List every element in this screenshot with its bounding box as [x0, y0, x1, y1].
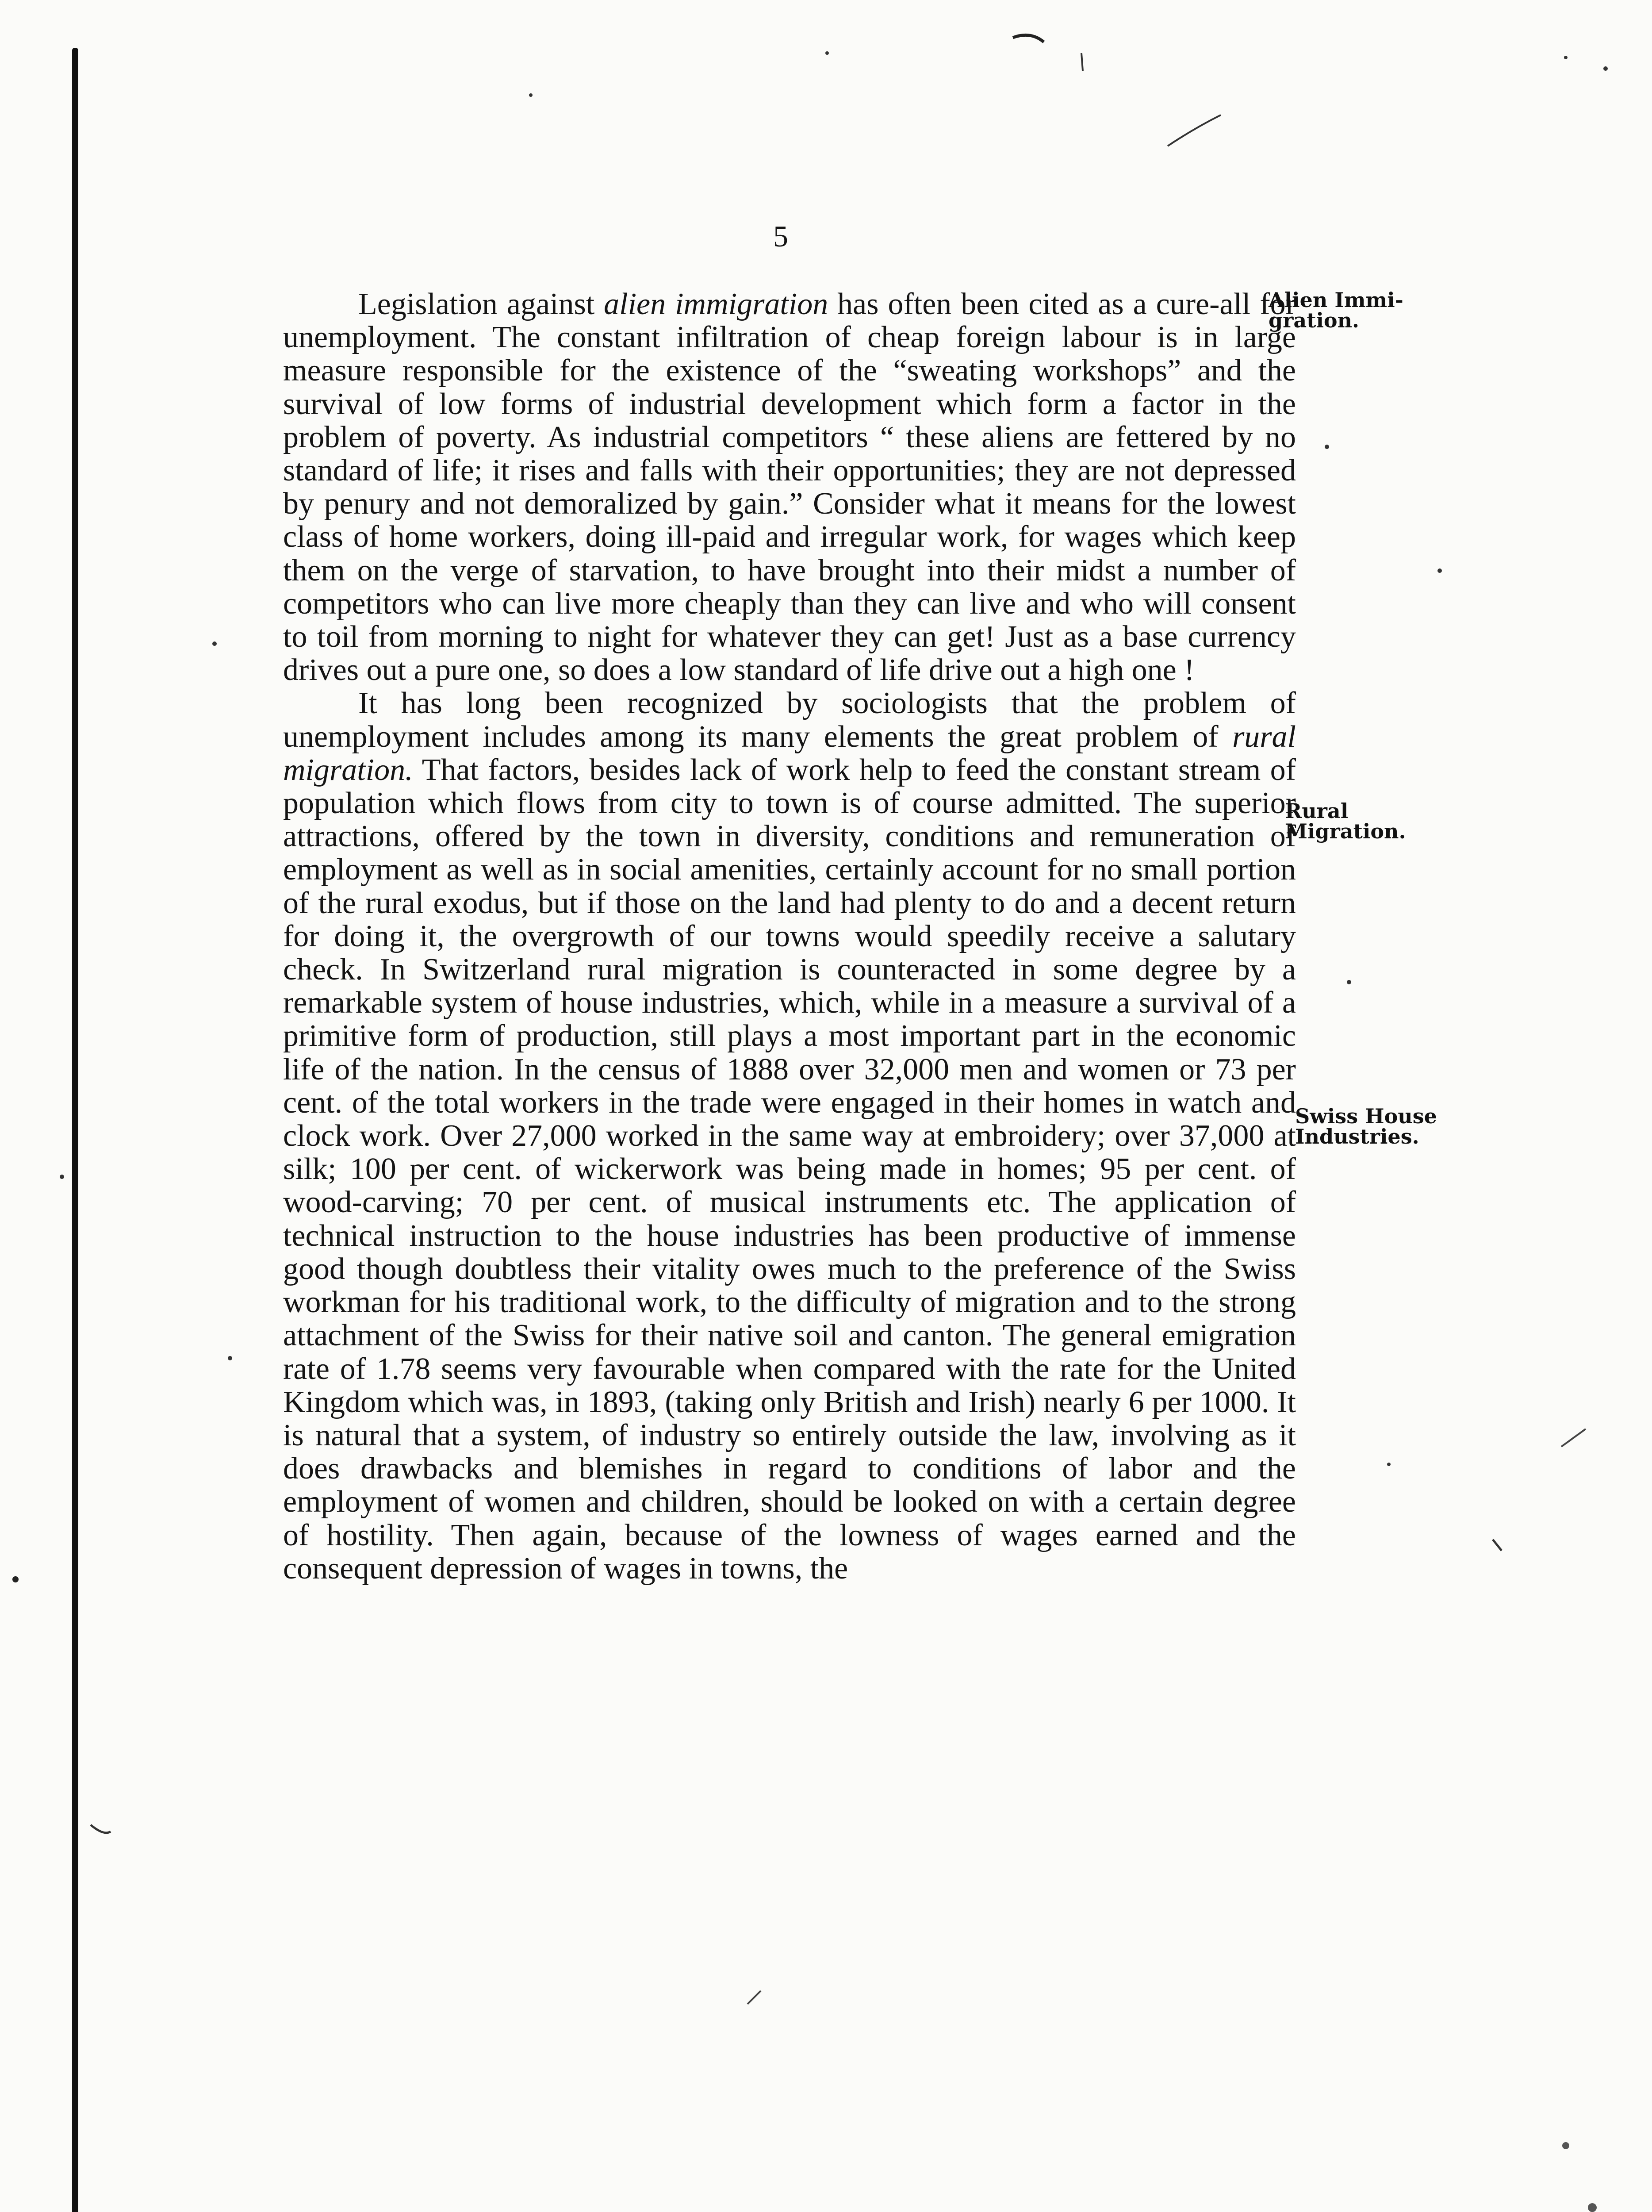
paragraph-2-rest: That factors, besides lack of work help to feed the constant stream of population which flows from city to town is of course admitted. The superior attractions, offered by the town in diversity, conditions and remuneration of employment as well as in social amenities, certainly account for no small portion of the rural exodus, but if those on the land had plenty to do and a decent return for doing it, the overgrowth of our towns would speedily receive a salutary check. In Switzerland rural migration is counteracted in some degree by a remarkable system of house industries, which, while in a measure a survival of a primitive form of production, still plays a most important part in the economic life of the nation. In the census of 1888 over 32,000 men and women or 73 per cent. of the total workers in the trade were engaged in their homes in watch and clock work. Over 27,000 worked in the same way at embroidery; over 37,000 at silk; 100 per cent. of wickerwork was being made in homes; 95 per cent. of wood-carving; 70 per cent. of musical instruments etc. The application of technical instruction to the house industries has been productive of immense good though doubtless their vitality owes much to the preference of the Swiss workman for his traditional work, to the difficulty of migration and to the strong attachment of the Swiss for their native soil and canton. The general emigration rate of 1.78 seems very favourable when compared with the rate for the United Kingdom which was, in 1893, (taking only British and Irish) nearly 6 per 1000. It is natural that a system, of industry so entirely outside the law, involving as it does drawbacks and blemishes in regard to conditions of labor and the employment of women and children, should be looked on with a certain degree of hostility. Then again, because of the lowness of wages earned and the consequent depression of wages in towns, the [283, 753, 1296, 1586]
side-note-swiss-house-industries [1295, 1106, 1437, 1147]
scan-mark-right-stroke [1561, 1429, 1586, 1447]
paragraph-1-rest: has often been cited as a cure-all for unemployment. The constant infiltration of cheap foreign labour is in large measure responsible for the existence of the “sweating workshops” and the survival of low forms of industrial development which form a factor in the problem of poverty. As industrial competitors “ these aliens are fettered by no standard of life; it rises and falls with their opportunities; they are not depressed by penury and not demoralized by gain.” Consider what it means for the lowest class of home workers, doing ill-paid and irregular work, for wages which keep them on the verge of starvation, to have brought into their midst a number of competitors who can live more cheaply than they can live and who will consent to toil from morning to night for whatever they can get! Just as a base currency drives out a pure one, so does a low standard of life drive out a high one ! [283, 287, 1296, 687]
side-note-line: Migration. [1285, 819, 1406, 843]
page-number: 5 [773, 219, 788, 253]
scan-mark-top-curve [1013, 35, 1044, 42]
body-text [283, 288, 1296, 1585]
scan-speck [825, 51, 829, 55]
scan-speck [1347, 980, 1351, 984]
scan-speck [60, 1175, 64, 1179]
scan-speck [1325, 445, 1329, 449]
paragraph-2-emphasis: rural migration. [283, 719, 1296, 787]
side-note-alien-immigration [1269, 290, 1403, 330]
scan-speck [1603, 66, 1608, 71]
scan-speck [1387, 1463, 1391, 1466]
paragraph-alien-immigration [283, 288, 1296, 687]
scan-mark-right-tick [1493, 1540, 1502, 1551]
paragraph-rural-migration [283, 687, 1296, 1585]
side-note-line: Rural [1285, 799, 1349, 823]
scan-speck [1588, 2203, 1597, 2212]
scan-speck [228, 1356, 232, 1360]
scan-speck [12, 1576, 19, 1582]
side-note-rural-migration [1285, 801, 1406, 841]
side-note-line: Swiss House [1295, 1104, 1437, 1128]
side-note-line: gration. [1269, 308, 1360, 332]
scan-speck [529, 93, 533, 97]
paragraph-1-emphasis: alien immigration [604, 287, 828, 321]
paragraph-1-start: Legislation against [358, 287, 604, 321]
scan-speck [212, 641, 217, 646]
scan-speck [1437, 568, 1442, 573]
scan-mark-left-curve [91, 1825, 111, 1833]
scan-mark-top-right-stroke [1168, 115, 1221, 146]
scan-mark-top-tick [1081, 53, 1083, 71]
side-note-line: Alien Immi- [1269, 288, 1403, 312]
side-note-line: Industries. [1295, 1125, 1419, 1148]
scan-speck [1564, 56, 1568, 59]
scan-speck [1562, 2142, 1569, 2149]
scan-mark-bottom-stroke [747, 1991, 761, 2004]
paragraph-2-start: It has long been recognized by sociologists that the problem of unemployment includes among its many elements the great problem of [283, 686, 1296, 754]
